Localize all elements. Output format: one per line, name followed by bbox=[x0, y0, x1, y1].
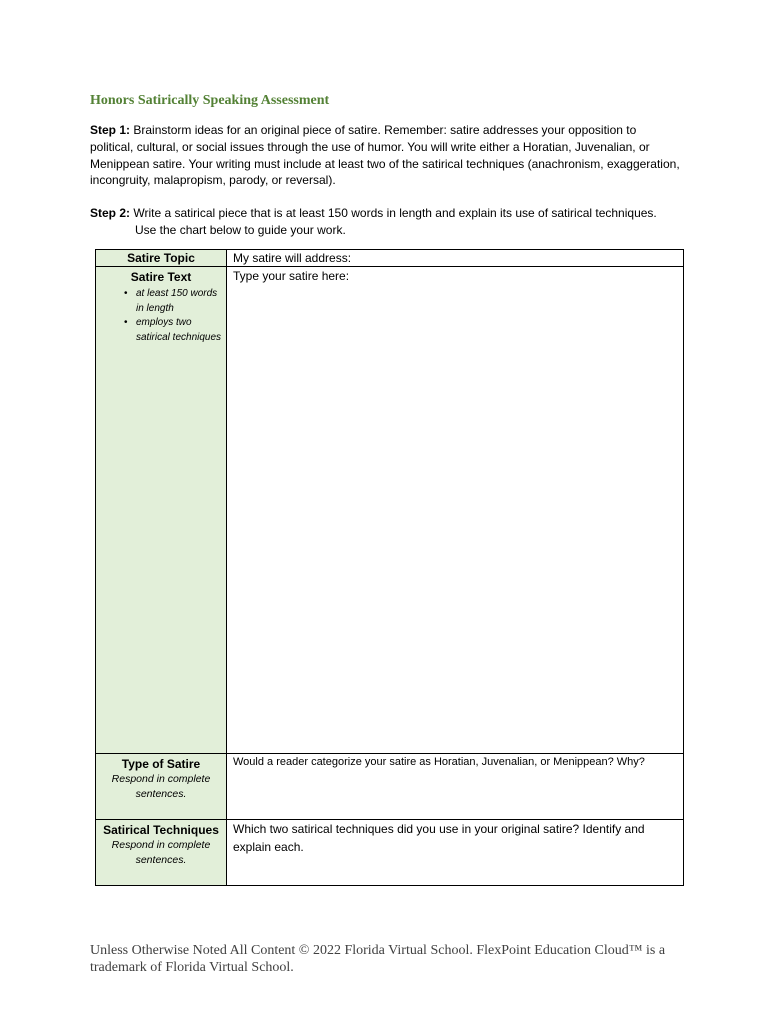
satirical-techniques-label: Satirical Techniques bbox=[103, 823, 219, 837]
satire-topic-prompt: My satire will address: bbox=[233, 251, 352, 265]
satirical-techniques-instruction: Respond in complete sentences. bbox=[111, 839, 211, 866]
satire-chart bbox=[95, 249, 684, 886]
type-of-satire-instruction: Respond in complete sentences. bbox=[111, 773, 211, 800]
satirical-techniques-field[interactable] bbox=[227, 820, 684, 886]
satirical-techniques-prompt: Which two satirical techniques did you use in your original satire? Identify and explain each. bbox=[233, 822, 645, 854]
step-1-label: Step 1: bbox=[90, 123, 131, 137]
chart-row-topic bbox=[96, 250, 684, 267]
type-of-satire-label: Type of Satire bbox=[121, 757, 201, 771]
satire-text-prompt: Type your satire here: bbox=[233, 269, 350, 283]
label-cell bbox=[96, 267, 227, 754]
type-of-satire-field[interactable] bbox=[227, 754, 684, 820]
page-title: Honors Satirically Speaking Assessment bbox=[90, 93, 330, 108]
step-2 bbox=[90, 205, 680, 239]
requirement-item: • employs two satirical techniques bbox=[124, 316, 226, 345]
chart-row-techniques bbox=[96, 820, 684, 886]
satire-text-field[interactable] bbox=[227, 267, 684, 754]
step-2-text-continued: Use the chart below to guide your work. bbox=[135, 222, 346, 237]
copyright-footer: Unless Otherwise Noted All Content © 2022 Florida Virtual School. FlexPoint Education Cloud™ is a trademark of Florida Virtual School. bbox=[90, 943, 666, 975]
type-of-satire-prompt: Would a reader categorize your satire as Horatian, Juvenalian, or Menippean? Why? bbox=[233, 756, 645, 768]
satire-text-label: Satire Text bbox=[130, 270, 192, 284]
label-cell bbox=[96, 250, 227, 267]
label-cell bbox=[96, 820, 227, 886]
step-1-text: Brainstorm ideas for an original piece of satire. Remember: satire addresses your opposition to political, cultural, or social issues through the use of humor. You will write either a Horatian, Juvenalian, or Menippean satire. Your writing must include at least two of the satirical techniques (anachronism, exaggeration, incongruity, malapropism, parody, or reversal). bbox=[90, 123, 680, 188]
chart-row-text bbox=[96, 267, 684, 754]
satire-topic-field[interactable] bbox=[227, 250, 684, 267]
requirements-list bbox=[96, 287, 226, 345]
chart-row-type bbox=[96, 754, 684, 820]
label-cell bbox=[96, 754, 227, 820]
satire-topic-label: Satire Topic bbox=[127, 251, 195, 265]
requirement-item: • at least 150 words in length bbox=[124, 287, 226, 316]
step-2-text: Write a satirical piece that is at least 150 words in length and explain its use of satirical techniques. bbox=[133, 206, 657, 220]
step-2-label: Step 2: bbox=[90, 206, 131, 220]
step-1 bbox=[90, 122, 680, 189]
